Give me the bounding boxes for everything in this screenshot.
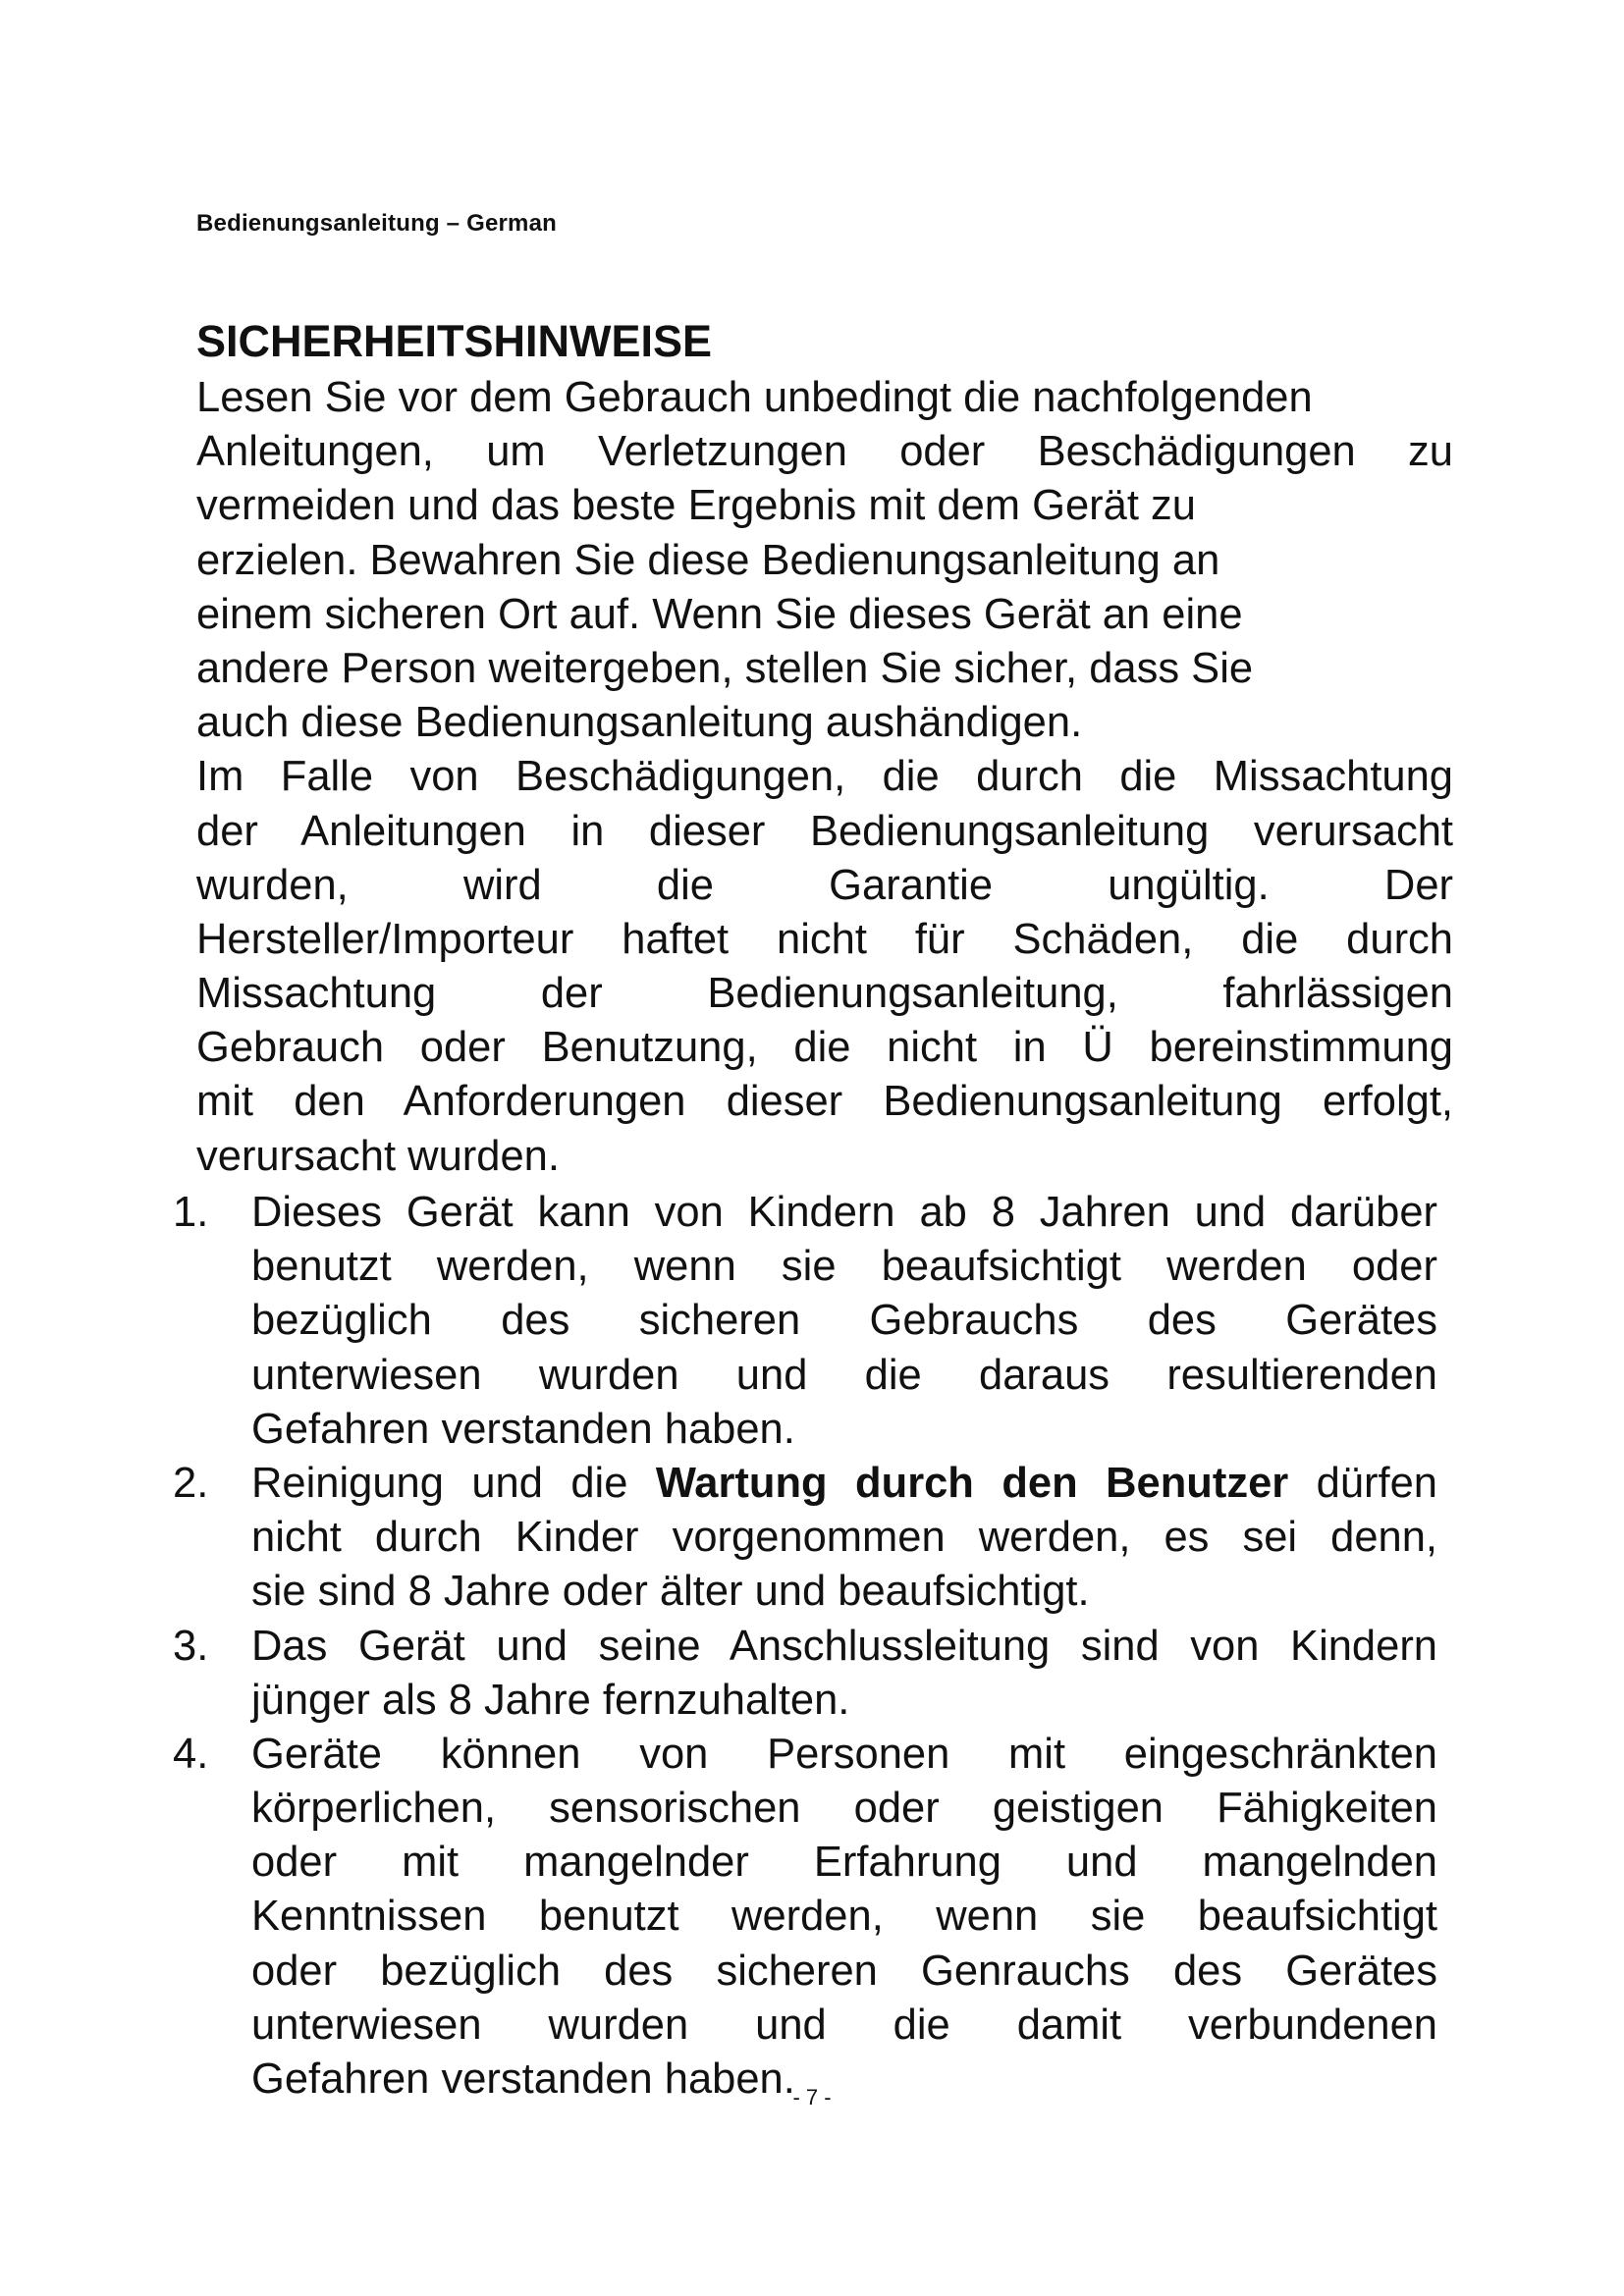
text-run: dürfen [1288, 1459, 1437, 1507]
intro-paragraph [196, 371, 1453, 1184]
list-item-line: Kenntnissen benutzt werden, wenn sie beaufsichtigt [251, 1893, 1437, 1941]
list-item-line: benutzt werden, wenn sie beaufsichtigt werden oder [251, 1243, 1437, 1291]
list-item-number: 4. [173, 1730, 209, 1778]
list-item [173, 1457, 1453, 1620]
intro-line: erzielen. Bewahren Sie diese Bedienungsanleitung an [196, 536, 1220, 584]
list-item-line: bezüglich des sicheren Gebrauchs des Gerätes [251, 1297, 1437, 1345]
list-item-line: Geräte können von Personen mit eingeschränkten [251, 1730, 1437, 1778]
list-item-line: unterwiesen wurden und die damit verbundenen [251, 2001, 1437, 2049]
list-item-line: jünger als 8 Jahre fernzuhalten. [251, 1676, 850, 1724]
list-item-line: Gefahren verstanden haben. [251, 1405, 795, 1453]
list-item-line: unterwiesen wurden und die daraus resultierenden [251, 1351, 1437, 1399]
intro-line: verursacht wurden. [196, 1132, 560, 1180]
page-number: - 7 - [792, 2085, 832, 2109]
list-item [173, 1620, 1453, 1728]
list-item-line: oder bezüglich des sicheren Genrauchs des Gerätes [251, 1947, 1437, 1995]
intro-line: mit den Anforderungen dieser Bedienungsanleitung erfolgt, [196, 1078, 1453, 1126]
list-item [173, 1728, 1453, 2107]
text-run: Reinigung und die [251, 1459, 656, 1507]
list-item-line: nicht durch Kinder vorgenommen werden, es sei denn, [251, 1514, 1437, 1562]
list-item-line: körperlichen, sensorischen oder geistigen Fähigkeiten [251, 1785, 1437, 1833]
list-item-text [251, 1728, 1437, 2107]
intro-line: vermeiden und das beste Ergebnis mit dem Gerät zu [196, 482, 1196, 530]
section-title: SICHERHEITSHINWEISE [196, 316, 713, 366]
list-item-line [251, 1457, 1437, 1511]
list-item-number: 3. [173, 1622, 209, 1670]
intro-line: andere Person weitergeben, stellen Sie sicher, dass Sie [196, 644, 1254, 692]
intro-line: wurden, wird die Garantie ungültig. Der [196, 861, 1453, 909]
intro-line: Anleitungen, um Verletzungen oder Beschädigungen zu [196, 428, 1453, 476]
list-item-text [251, 1457, 1437, 1620]
list-item-line: sie sind 8 Jahre oder älter und beaufsichtigt. [251, 1568, 1090, 1616]
document-header: Bedienungsanleitung – German [196, 210, 557, 237]
intro-line: einem sicheren Ort auf. Wenn Sie dieses Gerät an eine [196, 590, 1243, 638]
intro-line: Im Falle von Beschädigungen, die durch die Missachtung [196, 753, 1453, 801]
emphasized-text: Wartung durch den Benutzer [655, 1459, 1289, 1507]
list-item-text [251, 1186, 1437, 1457]
intro-line: Lesen Sie vor dem Gebrauch unbedingt die nachfolgenden [196, 374, 1313, 421]
intro-line: der Anleitungen in dieser Bedienungsanleitung verursacht [196, 807, 1453, 855]
list-item-line: Das Gerät und seine Anschlussleitung sind von Kindern [251, 1622, 1437, 1670]
list-item-number: 2. [173, 1459, 209, 1507]
intro-line: Gebrauch oder Benutzung, die nicht in Ü bereinstimmung [196, 1024, 1453, 1072]
intro-line: Hersteller/Importeur haftet nicht für Schäden, die durch [196, 915, 1453, 963]
list-item-line: oder mit mangelnder Erfahrung und mangelnden [251, 1839, 1437, 1887]
list-item [173, 1186, 1453, 1457]
list-item-line: Dieses Gerät kann von Kindern ab 8 Jahren und darüber [251, 1189, 1437, 1236]
list-item-number: 1. [173, 1189, 209, 1236]
list-item-text [251, 1620, 1437, 1728]
intro-line: auch diese Bedienungsanleitung aushändigen. [196, 699, 1083, 747]
intro-line: Missachtung der Bedienungsanleitung, fahrlässigen [196, 970, 1453, 1018]
safety-instructions-list [173, 1186, 1453, 2107]
list-item-line: Gefahren verstanden haben. [251, 2056, 795, 2103]
